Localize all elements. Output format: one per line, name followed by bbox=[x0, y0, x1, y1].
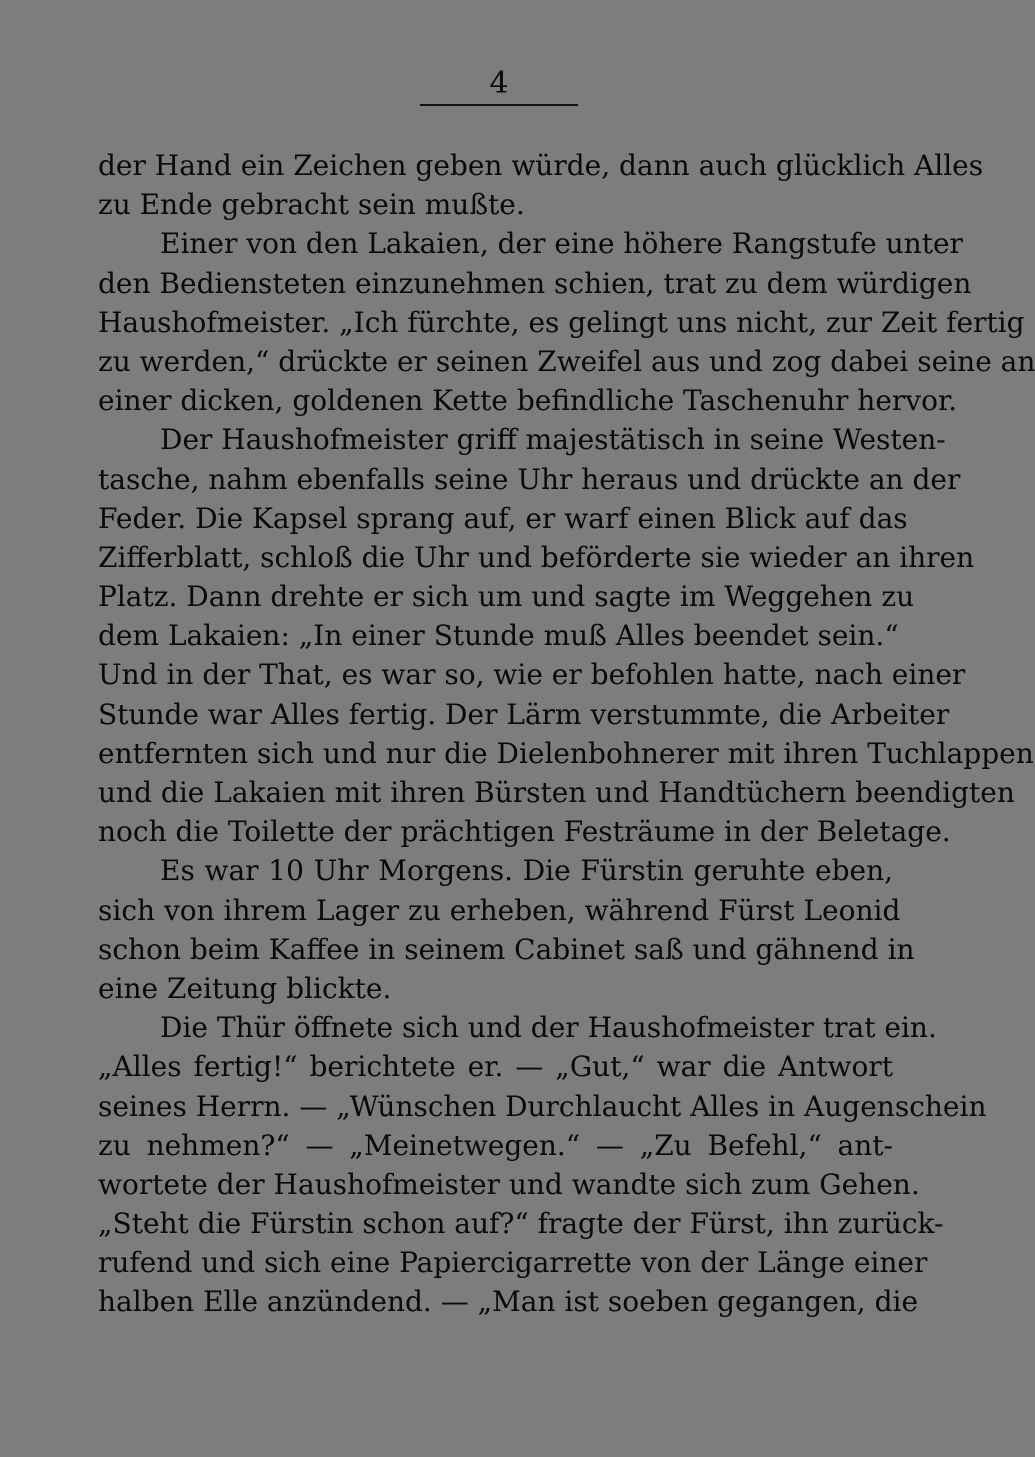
text-line: und die Lakaien mit ihren Bürsten und Handtüchern beendigten bbox=[98, 776, 1015, 809]
text-line: tasche, nahm ebenfalls seine Uhr heraus und drückte an der bbox=[98, 462, 961, 496]
text-line: zu Ende gebracht sein mußte. bbox=[98, 188, 525, 222]
text-line: den Bediensteten einzunehmen schien, trat zu dem würdigen bbox=[98, 266, 972, 300]
header-rule bbox=[420, 104, 578, 106]
text-line: Haushofmeister. „Ich fürchte, es gelingt uns nicht, zur Zeit fertig bbox=[98, 305, 1025, 339]
text-line: „Alles fertig!“ berichtete er. — „Gut,“ war die Antwort bbox=[98, 1050, 893, 1084]
body-text bbox=[98, 146, 1035, 1322]
text-line: „Steht die Fürstin schon auf?“ fragte der Fürst, ihn zurück- bbox=[98, 1207, 944, 1241]
text-line: der Hand ein Zeichen geben würde, dann auch glücklich Alles bbox=[98, 149, 984, 182]
text-line: Zifferblatt, schloß die Uhr und beförderte sie wieder an ihren bbox=[98, 540, 975, 574]
text-line: entfernten sich und nur die Dielenbohnerer mit ihren Tuchlappen bbox=[98, 736, 1034, 770]
text-line: Die Thür öffnete sich und der Haushofmeister trat ein. bbox=[160, 1011, 937, 1045]
text-line: dem Lakaien: „In einer Stunde muß Alles beendet sein.“ bbox=[98, 619, 899, 653]
text-line: zu nehmen?“ — „Meinetwegen.“ — „Zu Befehl,“ ant- bbox=[98, 1128, 893, 1162]
text-line: Der Haushofmeister griff majestätisch in seine Westen- bbox=[160, 423, 946, 457]
text-line: zu werden,“ drückte er seinen Zweifel aus und zog dabei seine an bbox=[98, 344, 1035, 378]
text-line: Und in der That, es war so, wie er befohlen hatte, nach einer bbox=[98, 658, 966, 692]
page-number: 4 bbox=[489, 66, 509, 101]
text-line: Feder. Die Kapsel sprang auf, er warf einen Blick auf das bbox=[98, 501, 908, 535]
text-line: noch die Toilette der prächtigen Festräume in der Beletage. bbox=[98, 815, 951, 849]
text-line: Einer von den Lakaien, der eine höhere Rangstufe unter bbox=[160, 227, 963, 261]
text-line: schon beim Kaffee in seinem Cabinet saß und gähnend in bbox=[98, 932, 915, 966]
text-line: Platz. Dann drehte er sich um und sagte im Weggehen zu bbox=[98, 580, 915, 614]
text-line: halben Elle anzündend. — „Man ist soeben gegangen, die bbox=[98, 1285, 919, 1319]
text-line: rufend und sich eine Papiercigarrette von der Länge einer bbox=[98, 1246, 928, 1280]
text-line: sich von ihrem Lager zu erheben, während Fürst Leonid bbox=[98, 893, 901, 927]
text-line: eine Zeitung blickte. bbox=[98, 971, 392, 1005]
text-line: wortete der Haushofmeister und wandte sich zum Gehen. bbox=[98, 1167, 920, 1201]
text-line: Stunde war Alles fertig. Der Lärm verstummte, die Arbeiter bbox=[98, 697, 950, 731]
text-line: seines Herrn. — „Wünschen Durchlaucht Alles in Augenschein bbox=[98, 1089, 987, 1123]
text-line: Es war 10 Uhr Morgens. Die Fürstin geruhte eben, bbox=[160, 854, 893, 888]
text-line: einer dicken, goldenen Kette befindliche Taschenuhr hervor. bbox=[98, 384, 958, 418]
